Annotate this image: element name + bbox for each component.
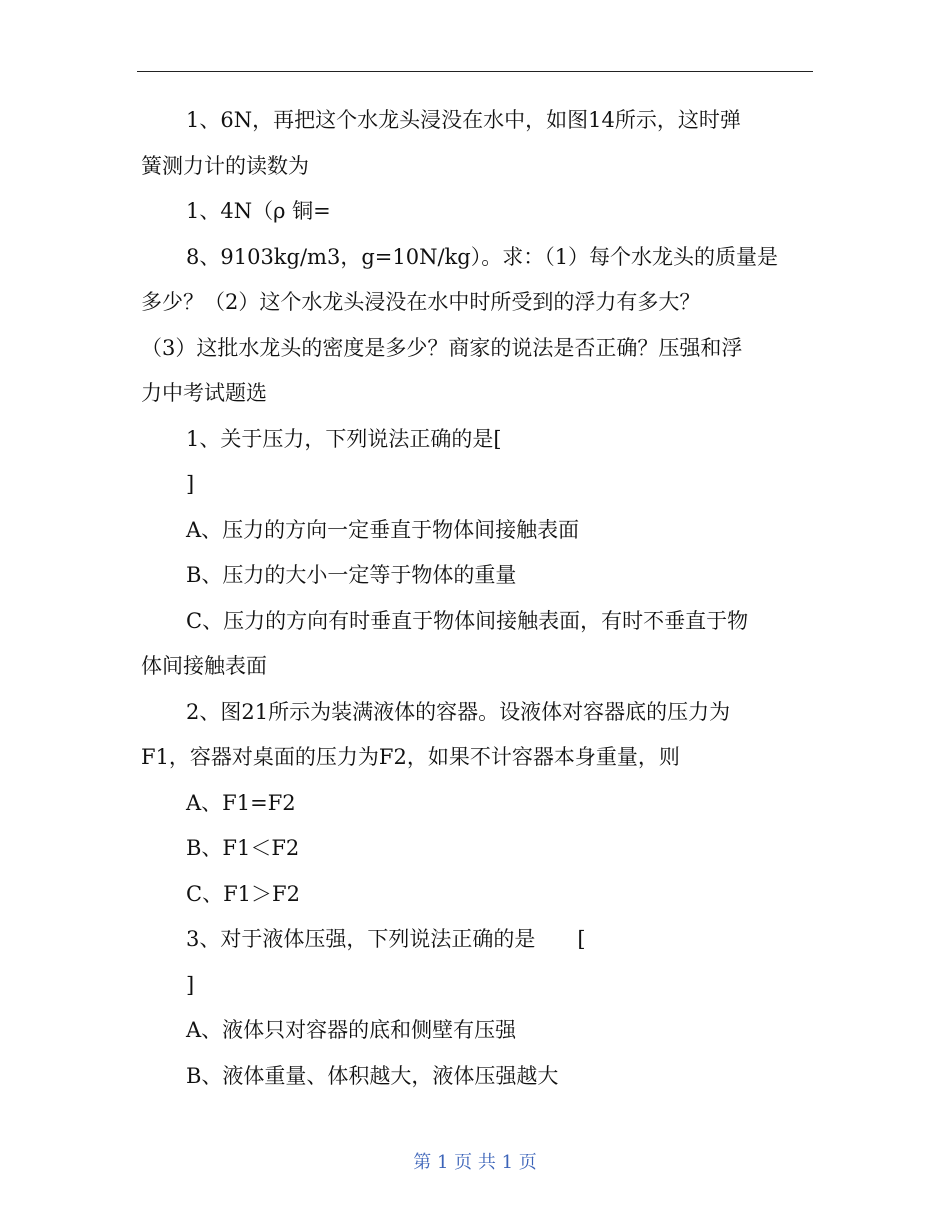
text-line: 多少？（2）这个水龙头浸没在水中时所受到的浮力有多大？ (141, 290, 701, 314)
text-line: ] (186, 972, 195, 997)
text-line: 簧测力计的读数为 (141, 153, 309, 178)
text-line: 1、6N，再把这个水龙头浸没在水中，如图14所示，这时弹 (186, 108, 741, 132)
text-line: ] (186, 472, 195, 496)
text-line: 1、关于压力，下列说法正确的是[ (186, 426, 502, 451)
text-line: F1，容器对桌面的压力为F2，如果不计容器本身重量，则 (141, 745, 680, 769)
text-line: 2、图21所示为装满液体的容器。设液体对容器底的压力为 (186, 699, 731, 724)
text-line: B、压力的大小一定等于物体的重量 (186, 563, 517, 587)
text-line: C、F1＞F2 (186, 881, 300, 906)
text-line: 3、对于液体压强，下列说法正确的是 [ (186, 927, 586, 951)
text-line: （3）这批水龙头的密度是多少？商家的说法是否正确？压强和浮 (141, 335, 743, 360)
page-footer: 第 1 页 共 1 页 (413, 1152, 537, 1173)
text-line: A、压力的方向一定垂直于物体间接触表面 (186, 517, 580, 542)
text-line: C、压力的方向有时垂直于物体间接触表面，有时不垂直于物 (186, 608, 749, 633)
text-line: 8、9103kg/m3，g=10N/kg）。求：（1）每个水龙头的质量是 (186, 244, 779, 269)
text-line: A、液体只对容器的底和侧壁有压强 (186, 1018, 517, 1042)
document-body (141, 98, 805, 1099)
text-line: 体间接触表面 (141, 654, 267, 678)
text-line: B、液体重量、体积越大，液体压强越大 (186, 1063, 559, 1088)
text-line: 1、4N（ρ 铜= (186, 199, 331, 223)
text-line: 力中考试题选 (141, 381, 267, 405)
text-line: A、F1=F2 (186, 790, 296, 815)
text-line: B、F1＜F2 (186, 836, 300, 860)
header-rule (137, 71, 813, 72)
